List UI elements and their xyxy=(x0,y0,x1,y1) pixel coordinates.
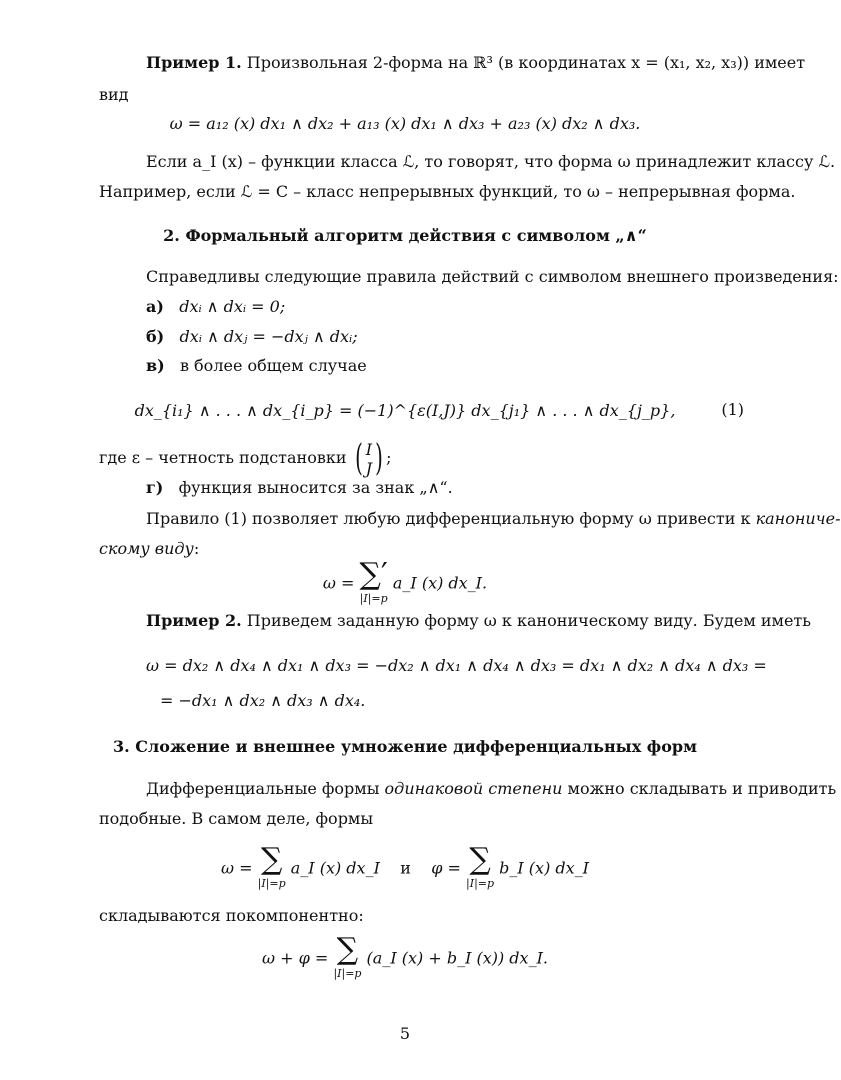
rule-a-label: а) xyxy=(146,297,164,316)
addition-term: одинаковой степени xyxy=(384,779,563,798)
canonical-formula xyxy=(0,557,810,606)
rule-b-formula: dxᵢ ∧ dxⱼ = −dxⱼ ∧ dxᵢ; xyxy=(179,327,358,346)
binom-left-paren: ( xyxy=(354,437,363,479)
and-word: и xyxy=(400,858,411,878)
example2-formula-line2: = −dx₁ ∧ dx₂ ∧ dx₃ ∧ dx₄. xyxy=(160,691,366,710)
formula-1-number: (1) xyxy=(721,400,744,419)
permutation-binom xyxy=(366,440,372,478)
example1-label: Пример 1. xyxy=(146,53,242,72)
addition-text-c: можно складывать и приводить xyxy=(562,779,837,798)
sum-formula xyxy=(0,932,810,981)
canonical-text-a: Правило (1) позволяет любую дифференциальную форму ω привести к xyxy=(146,509,756,528)
permutation-parity-line xyxy=(99,436,744,480)
example2-text: Приведем заданную форму ω к каноническому виду. Будем иметь xyxy=(246,611,811,630)
section3-heading: 3. Сложение и внешнее умножение дифференциальных форм xyxy=(113,737,697,756)
omega-sum xyxy=(257,842,286,893)
binom-right-paren: ) xyxy=(375,437,383,479)
example1-line xyxy=(146,52,806,74)
rule-d xyxy=(146,477,744,499)
rule-b xyxy=(146,326,744,348)
binom-bottom: J xyxy=(365,458,373,478)
sum-symbol: ∑ xyxy=(336,932,359,967)
page-number: 5 xyxy=(399,1024,411,1043)
canonical-sum xyxy=(359,557,388,608)
rule-a xyxy=(146,296,744,318)
phi-rhs: b_I (x) dx_I xyxy=(499,858,589,878)
canonical-paragraph-line1 xyxy=(146,508,841,530)
rule-b-label: б) xyxy=(146,327,165,346)
canonical-paragraph-line2 xyxy=(99,538,744,560)
phi-lhs: φ = xyxy=(431,858,461,878)
omega-rhs: a_I (x) dx_I xyxy=(290,858,380,878)
sum-subscript: |I|=p xyxy=(257,877,286,890)
addition-paragraph-line1 xyxy=(146,778,837,800)
phi-sum xyxy=(466,842,495,893)
sum-subscript: |I|=p xyxy=(466,877,495,890)
rules-intro: Справедливы следующие правила действий с символом внешнего произведения: xyxy=(146,267,839,286)
componentwise-text: складываются покомпонентно: xyxy=(99,906,364,925)
rule-c-text: в более общем случае xyxy=(179,356,367,375)
example2-line xyxy=(146,610,811,632)
permutation-parity-end: ; xyxy=(386,448,392,467)
rule-c xyxy=(146,355,744,377)
forms-formula xyxy=(0,842,810,891)
sum-subscript: |I|=p xyxy=(333,967,362,980)
example1-continuation: вид xyxy=(99,85,129,104)
section2-heading: 2. Формальный алгоритм действия с символом „∧“ xyxy=(163,226,647,245)
permutation-parity-text: где ε – четность подстановки xyxy=(99,448,347,467)
class-paragraph-line2: Например, если ℒ = C – класс непрерывных функций, то ω – непрерывная форма. xyxy=(99,182,796,201)
sum-symbol: ∑ xyxy=(469,842,491,877)
sum-lhs: ω + φ = xyxy=(262,948,329,968)
example2-label: Пример 2. xyxy=(146,611,242,630)
canonical-term-a: канониче- xyxy=(755,509,841,528)
sum-rhs: (a_I (x) + b_I (x)) dx_I. xyxy=(366,948,548,968)
addition-text-a: Дифференциальные формы xyxy=(146,779,385,798)
formula-1: dx_{i₁} ∧ . . . ∧ dx_{i_p} = (−1)^{ε(I,J)} dx_{j₁} ∧ . . . ∧ dx_{j_p}, xyxy=(134,401,676,420)
sum-symbol: ∑ xyxy=(260,842,283,877)
canonical-colon: : xyxy=(193,539,200,558)
canonical-lhs: ω = xyxy=(322,573,355,593)
binom-top: I xyxy=(365,439,373,459)
sum-symbol: ∑′ xyxy=(359,557,388,592)
example1-text: Произвольная 2-форма на ℝ³ (в координатах x = (x₁, x₂, x₃)) имеет xyxy=(246,53,806,72)
canonical-term-b: скому виду xyxy=(99,539,194,558)
omega-lhs: ω = xyxy=(221,858,253,878)
example2-formula-line1: ω = dx₂ ∧ dx₄ ∧ dx₁ ∧ dx₃ = −dx₂ ∧ dx₁ ∧ dx₄ ∧ dx₃ = dx₁ ∧ dx₂ ∧ dx₄ ∧ dx₃ = xyxy=(146,656,767,675)
sum-sum xyxy=(333,932,362,983)
sum-subscript: |I|=p xyxy=(359,592,388,605)
class-paragraph-line1: Если a_I (x) – функции класса ℒ, то говорят, что форма ω принадлежит классу ℒ. xyxy=(146,152,836,171)
rule-c-label: в) xyxy=(146,356,165,375)
rule-a-formula: dxᵢ ∧ dxᵢ = 0; xyxy=(179,297,286,316)
canonical-rhs: a_I (x) dx_I. xyxy=(392,573,488,593)
addition-paragraph-line2: подобные. В самом деле, формы xyxy=(99,809,374,828)
example1-formula: ω = a₁₂ (x) dx₁ ∧ dx₂ + a₁₃ (x) dx₁ ∧ dx₃ + a₂₃ (x) dx₂ ∧ dx₃. xyxy=(169,114,641,133)
rule-d-label: г) xyxy=(146,478,164,497)
rule-d-text: функция выносится за знак „∧“. xyxy=(178,478,453,497)
